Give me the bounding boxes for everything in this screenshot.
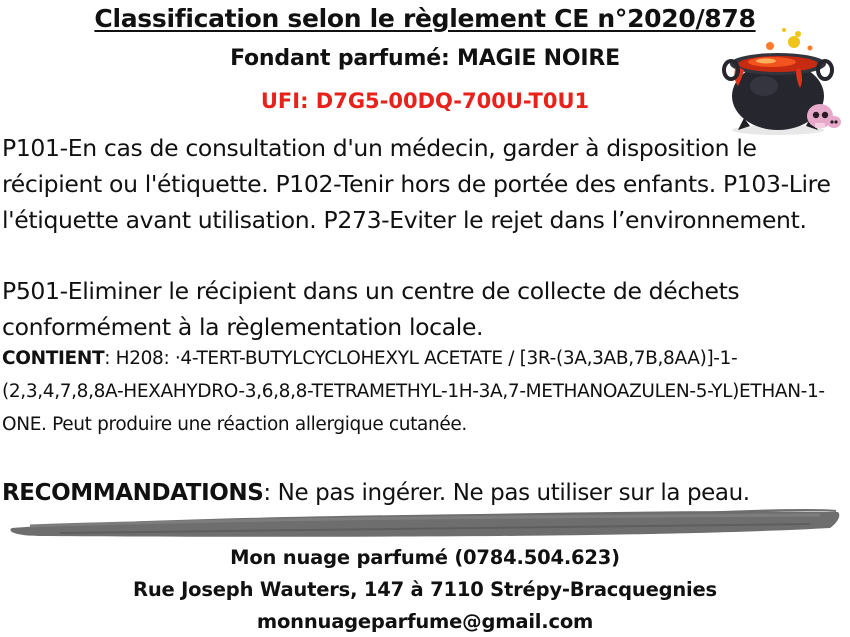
contains-label: CONTIENT (2, 348, 105, 369)
ufi-code: UFI: D7G5-00DQ-700U-T0U1 (260, 89, 590, 113)
company-address: Rue Joseph Wauters, 147 à 7110 Strépy-Bracquegnies (133, 578, 717, 601)
product-name: Fondant parfumé: MAGIE NOIRE (230, 46, 620, 71)
cauldron-icon (722, 26, 846, 136)
disposal-statement: P501-Eliminer le récipient dans un centre de collecte de déchets conformément à la règlementation locale. (2, 277, 740, 341)
recommendations-text: : Ne pas ingérer. Ne pas utiliser sur la peau. (263, 480, 750, 506)
brush-stroke-divider (0, 502, 850, 542)
classification-title: Classification selon le règlement CE n°2020/878 (94, 4, 756, 33)
recommendations-label: RECOMMANDATIONS (2, 480, 264, 506)
company-name: Mon nuage parfumé (0784.504.623) (230, 546, 620, 569)
contains-statement (2, 342, 844, 441)
contains-text: : H208: ·4-TERT-BUTYLCYCLOHEXYL ACETATE / [3R-(3A,3AB,7B,8AA)]-1-(2,3,4,7,8,8A-HEXAHYDRO-3,6,8,8-TETRAMETHYL-1H-3A,7-METHANOAZULEN-5-YL)ETHAN-1-ONE. Peut produire une réaction allergique cutanée. (2, 348, 825, 435)
precaution-statements: P101-En cas de consultation d'un médecin, garder à disposition le récipient ou l'étiquette. P102-Tenir hors de portée des enfants. P103-Lire l'étiquette avant utilisation. P273-Eviter le rejet dans l’environnement. (2, 134, 831, 234)
company-email: monnuageparfume@gmail.com (256, 610, 594, 633)
